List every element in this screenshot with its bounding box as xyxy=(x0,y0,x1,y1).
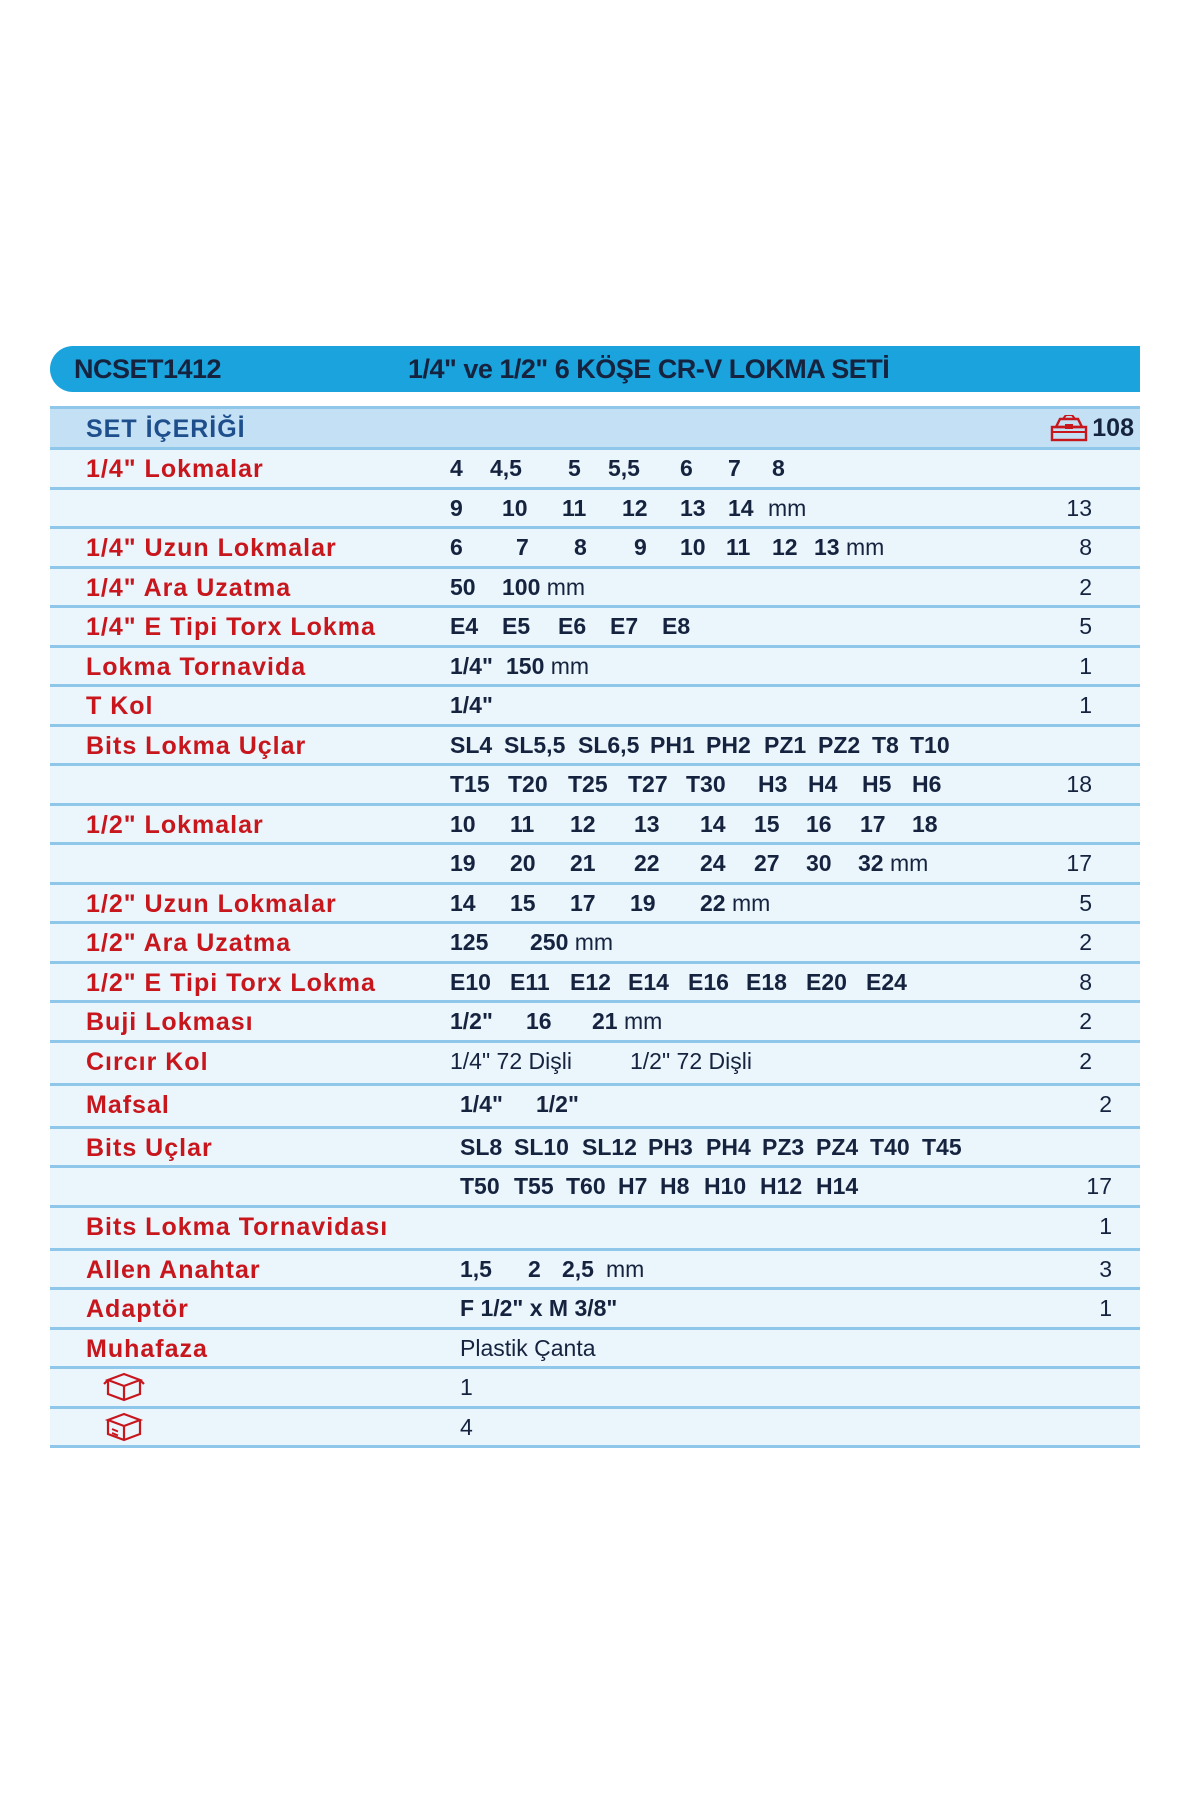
row-items xyxy=(450,613,1050,643)
row-quantity: 2 xyxy=(1099,1090,1112,1117)
row-item: 21 xyxy=(570,850,596,876)
row-items xyxy=(460,1134,1060,1164)
total-count-value: 108 xyxy=(1092,414,1134,442)
row-items xyxy=(450,969,1050,999)
table-row xyxy=(50,529,1140,569)
row-item: 11 xyxy=(510,810,535,837)
row-quantity: 8 xyxy=(1079,534,1092,560)
row-item: 250 mm xyxy=(530,929,614,955)
row-items xyxy=(460,1091,1060,1121)
row-quantity: 3 xyxy=(1099,1255,1112,1282)
row-label: 1/2" Ara Uzatma xyxy=(86,929,292,957)
table-row xyxy=(50,1251,1140,1291)
row-item: T40 xyxy=(870,1133,910,1160)
row-item: T45 xyxy=(922,1133,962,1160)
row-item: 11 xyxy=(562,494,587,521)
row-item: 1 xyxy=(460,1374,473,1400)
row-items xyxy=(460,1256,1060,1286)
row-item: PZ1 xyxy=(764,731,807,758)
table-row xyxy=(50,1129,1140,1169)
row-quantity: 13 xyxy=(1066,494,1092,521)
row-item: 14 xyxy=(728,494,754,521)
row-item: E7 xyxy=(610,613,639,639)
row-items xyxy=(450,929,1050,959)
row-items xyxy=(460,1374,1060,1404)
table-row xyxy=(50,845,1140,885)
toolbox-icon xyxy=(1050,415,1088,443)
row-items xyxy=(450,495,1050,525)
row-item: 10 xyxy=(680,534,706,560)
row-item: 1/4" 72 Dişli xyxy=(450,1047,572,1074)
row-item: mm xyxy=(606,1255,645,1282)
row-item: H8 xyxy=(660,1173,690,1199)
row-label: 1/4" E Tipi Torx Lokma xyxy=(86,613,376,641)
row-item: T15 xyxy=(450,771,490,797)
table-row xyxy=(50,1290,1140,1330)
row-item: T55 xyxy=(514,1173,554,1199)
row-item: SL4 xyxy=(450,731,493,758)
row-item: 1/2" 72 Dişli xyxy=(630,1047,752,1074)
row-item: 16 xyxy=(806,810,832,837)
row-item: 6 xyxy=(680,455,693,481)
row-quantity: 2 xyxy=(1079,573,1092,600)
row-item: H3 xyxy=(758,771,788,797)
row-items xyxy=(460,1173,1060,1203)
row-item: F 1/2" x M 3/8" xyxy=(460,1295,618,1321)
row-item: PH1 xyxy=(650,731,695,758)
row-item: PZ3 xyxy=(762,1133,805,1160)
row-item: H10 xyxy=(704,1173,747,1199)
row-item: 19 xyxy=(630,889,656,916)
row-item: 12 xyxy=(772,534,798,560)
table-row xyxy=(50,806,1140,846)
table-row xyxy=(50,569,1140,609)
table-row xyxy=(50,1043,1140,1086)
row-item: Plastik Çanta xyxy=(460,1334,596,1361)
row-items xyxy=(450,850,1050,880)
table-row xyxy=(50,964,1140,1004)
row-item: E8 xyxy=(662,613,691,639)
table-row xyxy=(50,1168,1140,1208)
row-items xyxy=(450,1008,1050,1038)
row-item: 2 xyxy=(528,1255,541,1282)
row-item: 15 xyxy=(754,810,780,837)
row-item: E12 xyxy=(570,968,611,995)
row-item: 100 mm xyxy=(502,573,586,600)
row-label: Adaptör xyxy=(86,1295,189,1323)
row-quantity: 5 xyxy=(1079,613,1092,639)
row-items xyxy=(460,1295,1060,1325)
row-item: E5 xyxy=(502,613,531,639)
row-item: SL12 xyxy=(582,1133,637,1160)
row-items xyxy=(450,771,1050,801)
row-items xyxy=(450,455,1050,485)
row-label: 1/4" Uzun Lokmalar xyxy=(86,534,337,562)
table-row xyxy=(50,1409,1140,1449)
row-item: 13 mm xyxy=(814,534,885,560)
row-item: PZ4 xyxy=(816,1133,859,1160)
row-item: 13 xyxy=(680,494,706,521)
row-item: 20 xyxy=(510,850,536,876)
row-item: 1,5 xyxy=(460,1255,492,1282)
table-row xyxy=(50,1086,1140,1129)
row-items xyxy=(460,1335,1060,1365)
row-item: 7 xyxy=(516,534,529,560)
row-item: 8 xyxy=(574,534,587,560)
table-row xyxy=(50,727,1140,767)
table-row xyxy=(50,450,1140,490)
row-items xyxy=(450,692,1050,722)
row-items xyxy=(450,1048,1050,1078)
row-item: E6 xyxy=(558,613,587,639)
row-item: 4,5 xyxy=(490,455,522,481)
row-item: 10 xyxy=(450,810,476,837)
table-row xyxy=(50,1208,1140,1251)
row-items xyxy=(460,1213,1060,1243)
row-item: E14 xyxy=(628,968,669,995)
row-quantity: 1 xyxy=(1099,1212,1112,1239)
table-row xyxy=(50,924,1140,964)
table-row xyxy=(50,885,1140,925)
row-item: T30 xyxy=(686,771,726,797)
row-quantity: 17 xyxy=(1066,850,1092,876)
row-item: 50 xyxy=(450,573,476,600)
row-quantity: 1 xyxy=(1079,652,1092,679)
row-item: T8 xyxy=(872,731,899,758)
row-item: 32 mm xyxy=(858,850,929,876)
row-item: 7 xyxy=(728,455,741,481)
row-items xyxy=(450,811,1050,841)
row-item: SL8 xyxy=(460,1133,503,1160)
row-item: 2,5 xyxy=(562,1255,594,1282)
row-label: Bits Lokma Uçlar xyxy=(86,731,307,760)
row-item: E10 xyxy=(450,968,491,995)
row-label: 1/4" Lokmalar xyxy=(86,455,264,483)
row-quantity: 2 xyxy=(1079,929,1092,955)
row-quantity: 5 xyxy=(1079,889,1092,916)
row-item: 12 xyxy=(622,494,648,521)
row-item: T25 xyxy=(568,771,608,797)
row-item: 6 xyxy=(450,534,463,560)
row-label: Bits Uçlar xyxy=(86,1133,213,1162)
row-item: 13 xyxy=(634,810,660,837)
row-items xyxy=(450,534,1050,564)
table-row xyxy=(50,1369,1140,1409)
row-item: 22 mm xyxy=(700,889,771,916)
row-item: E18 xyxy=(746,968,787,995)
row-item: T10 xyxy=(910,731,950,758)
row-label: 1/2" E Tipi Torx Lokma xyxy=(86,968,376,997)
table-row xyxy=(50,608,1140,648)
row-item: 24 xyxy=(700,850,726,876)
product-code: NCSET1412 xyxy=(74,353,222,384)
row-label: Allen Anahtar xyxy=(86,1255,261,1284)
table-row xyxy=(50,1330,1140,1370)
row-item: mm xyxy=(768,494,807,521)
row-item: 11 xyxy=(726,534,751,560)
row-item: 19 xyxy=(450,850,476,876)
row-quantity: 17 xyxy=(1086,1173,1112,1199)
table-row xyxy=(50,648,1140,688)
row-item: H6 xyxy=(912,771,942,797)
spec-sheet xyxy=(50,346,1140,1448)
row-item: 1/4" xyxy=(460,1090,503,1117)
row-quantity: 2 xyxy=(1079,1008,1092,1034)
row-item: 1/4" xyxy=(450,652,493,679)
row-item: 4 xyxy=(460,1413,473,1440)
row-item: H7 xyxy=(618,1173,648,1199)
row-item: E4 xyxy=(450,613,479,639)
row-item: T20 xyxy=(508,771,548,797)
row-item: 21 mm xyxy=(592,1008,663,1034)
row-item: 10 xyxy=(502,494,528,521)
row-quantity: 2 xyxy=(1079,1047,1092,1074)
row-quantity: 1 xyxy=(1079,692,1092,718)
row-quantity: 8 xyxy=(1079,968,1092,995)
divider xyxy=(50,392,1140,409)
row-item: 1/4" xyxy=(450,692,493,718)
row-label: Lokma Tornavida xyxy=(86,652,307,681)
row-items xyxy=(450,574,1050,604)
row-label: Mafsal xyxy=(86,1090,170,1119)
table-row xyxy=(50,490,1140,530)
total-count xyxy=(1050,414,1134,443)
row-item: 14 xyxy=(700,810,726,837)
row-item: SL10 xyxy=(514,1133,569,1160)
row-item: H4 xyxy=(808,771,838,797)
row-item: SL5,5 xyxy=(504,731,566,758)
row-quantity: 18 xyxy=(1066,771,1092,797)
row-item: H14 xyxy=(816,1173,859,1199)
table-row xyxy=(50,687,1140,727)
row-item: T60 xyxy=(566,1173,606,1199)
row-item: 30 xyxy=(806,850,832,876)
row-item: PZ2 xyxy=(818,731,861,758)
row-item: 16 xyxy=(526,1008,552,1034)
row-item: 12 xyxy=(570,810,596,837)
carton-box-icon xyxy=(102,1412,146,1442)
row-item: SL6,5 xyxy=(578,731,640,758)
row-item: E16 xyxy=(688,968,729,995)
row-item: PH2 xyxy=(706,731,751,758)
row-item: 27 xyxy=(754,850,780,876)
row-item: H5 xyxy=(862,771,892,797)
row-items xyxy=(460,1414,1060,1444)
row-label: Cırcır Kol xyxy=(86,1047,209,1076)
row-item: 8 xyxy=(772,455,785,481)
row-label: Muhafaza xyxy=(86,1334,208,1363)
row-item: E20 xyxy=(806,968,847,995)
row-item: 17 xyxy=(860,810,886,837)
row-item: E24 xyxy=(866,968,907,995)
set-contents-header xyxy=(50,409,1140,450)
row-item: 22 xyxy=(634,850,660,876)
contents-table xyxy=(50,450,1140,1448)
row-item: 17 xyxy=(570,889,596,916)
row-item: 14 xyxy=(450,889,476,916)
row-item: 9 xyxy=(634,534,647,560)
row-item: 150 mm xyxy=(506,652,590,679)
row-item: H12 xyxy=(760,1173,803,1199)
row-label: 1/2" Uzun Lokmalar xyxy=(86,889,337,918)
row-label: 1/2" Lokmalar xyxy=(86,810,264,839)
row-item: 1/2" xyxy=(536,1090,579,1117)
row-item: T27 xyxy=(628,771,668,797)
row-label: 1/4" Ara Uzatma xyxy=(86,573,292,602)
product-title: 1/4" ve 1/2" 6 KÖŞE CR-V LOKMA SETİ xyxy=(408,353,890,384)
row-items xyxy=(450,890,1050,920)
row-item: 4 xyxy=(450,455,463,481)
row-label: Buji Lokması xyxy=(86,1008,254,1036)
inner-box-icon xyxy=(102,1372,146,1402)
title-bar xyxy=(50,346,1140,392)
row-label: T Kol xyxy=(86,692,154,720)
row-quantity: 1 xyxy=(1099,1295,1112,1321)
row-item: 5 xyxy=(568,455,581,481)
row-item: PH3 xyxy=(648,1133,693,1160)
row-item: T50 xyxy=(460,1173,500,1199)
row-item: 5,5 xyxy=(608,455,640,481)
row-item: 15 xyxy=(510,889,536,916)
table-row xyxy=(50,766,1140,806)
row-item: 1/2" xyxy=(450,1008,493,1034)
set-contents-label: SET İÇERİĞİ xyxy=(86,415,246,443)
row-label: Bits Lokma Tornavidası xyxy=(86,1212,389,1241)
row-item: 18 xyxy=(912,810,938,837)
row-item: PH4 xyxy=(706,1133,751,1160)
row-item: 9 xyxy=(450,494,463,521)
row-items xyxy=(450,732,1050,762)
row-item: E11 xyxy=(510,968,550,995)
row-item: 125 xyxy=(450,929,489,955)
row-items xyxy=(450,653,1050,683)
table-row xyxy=(50,1003,1140,1043)
